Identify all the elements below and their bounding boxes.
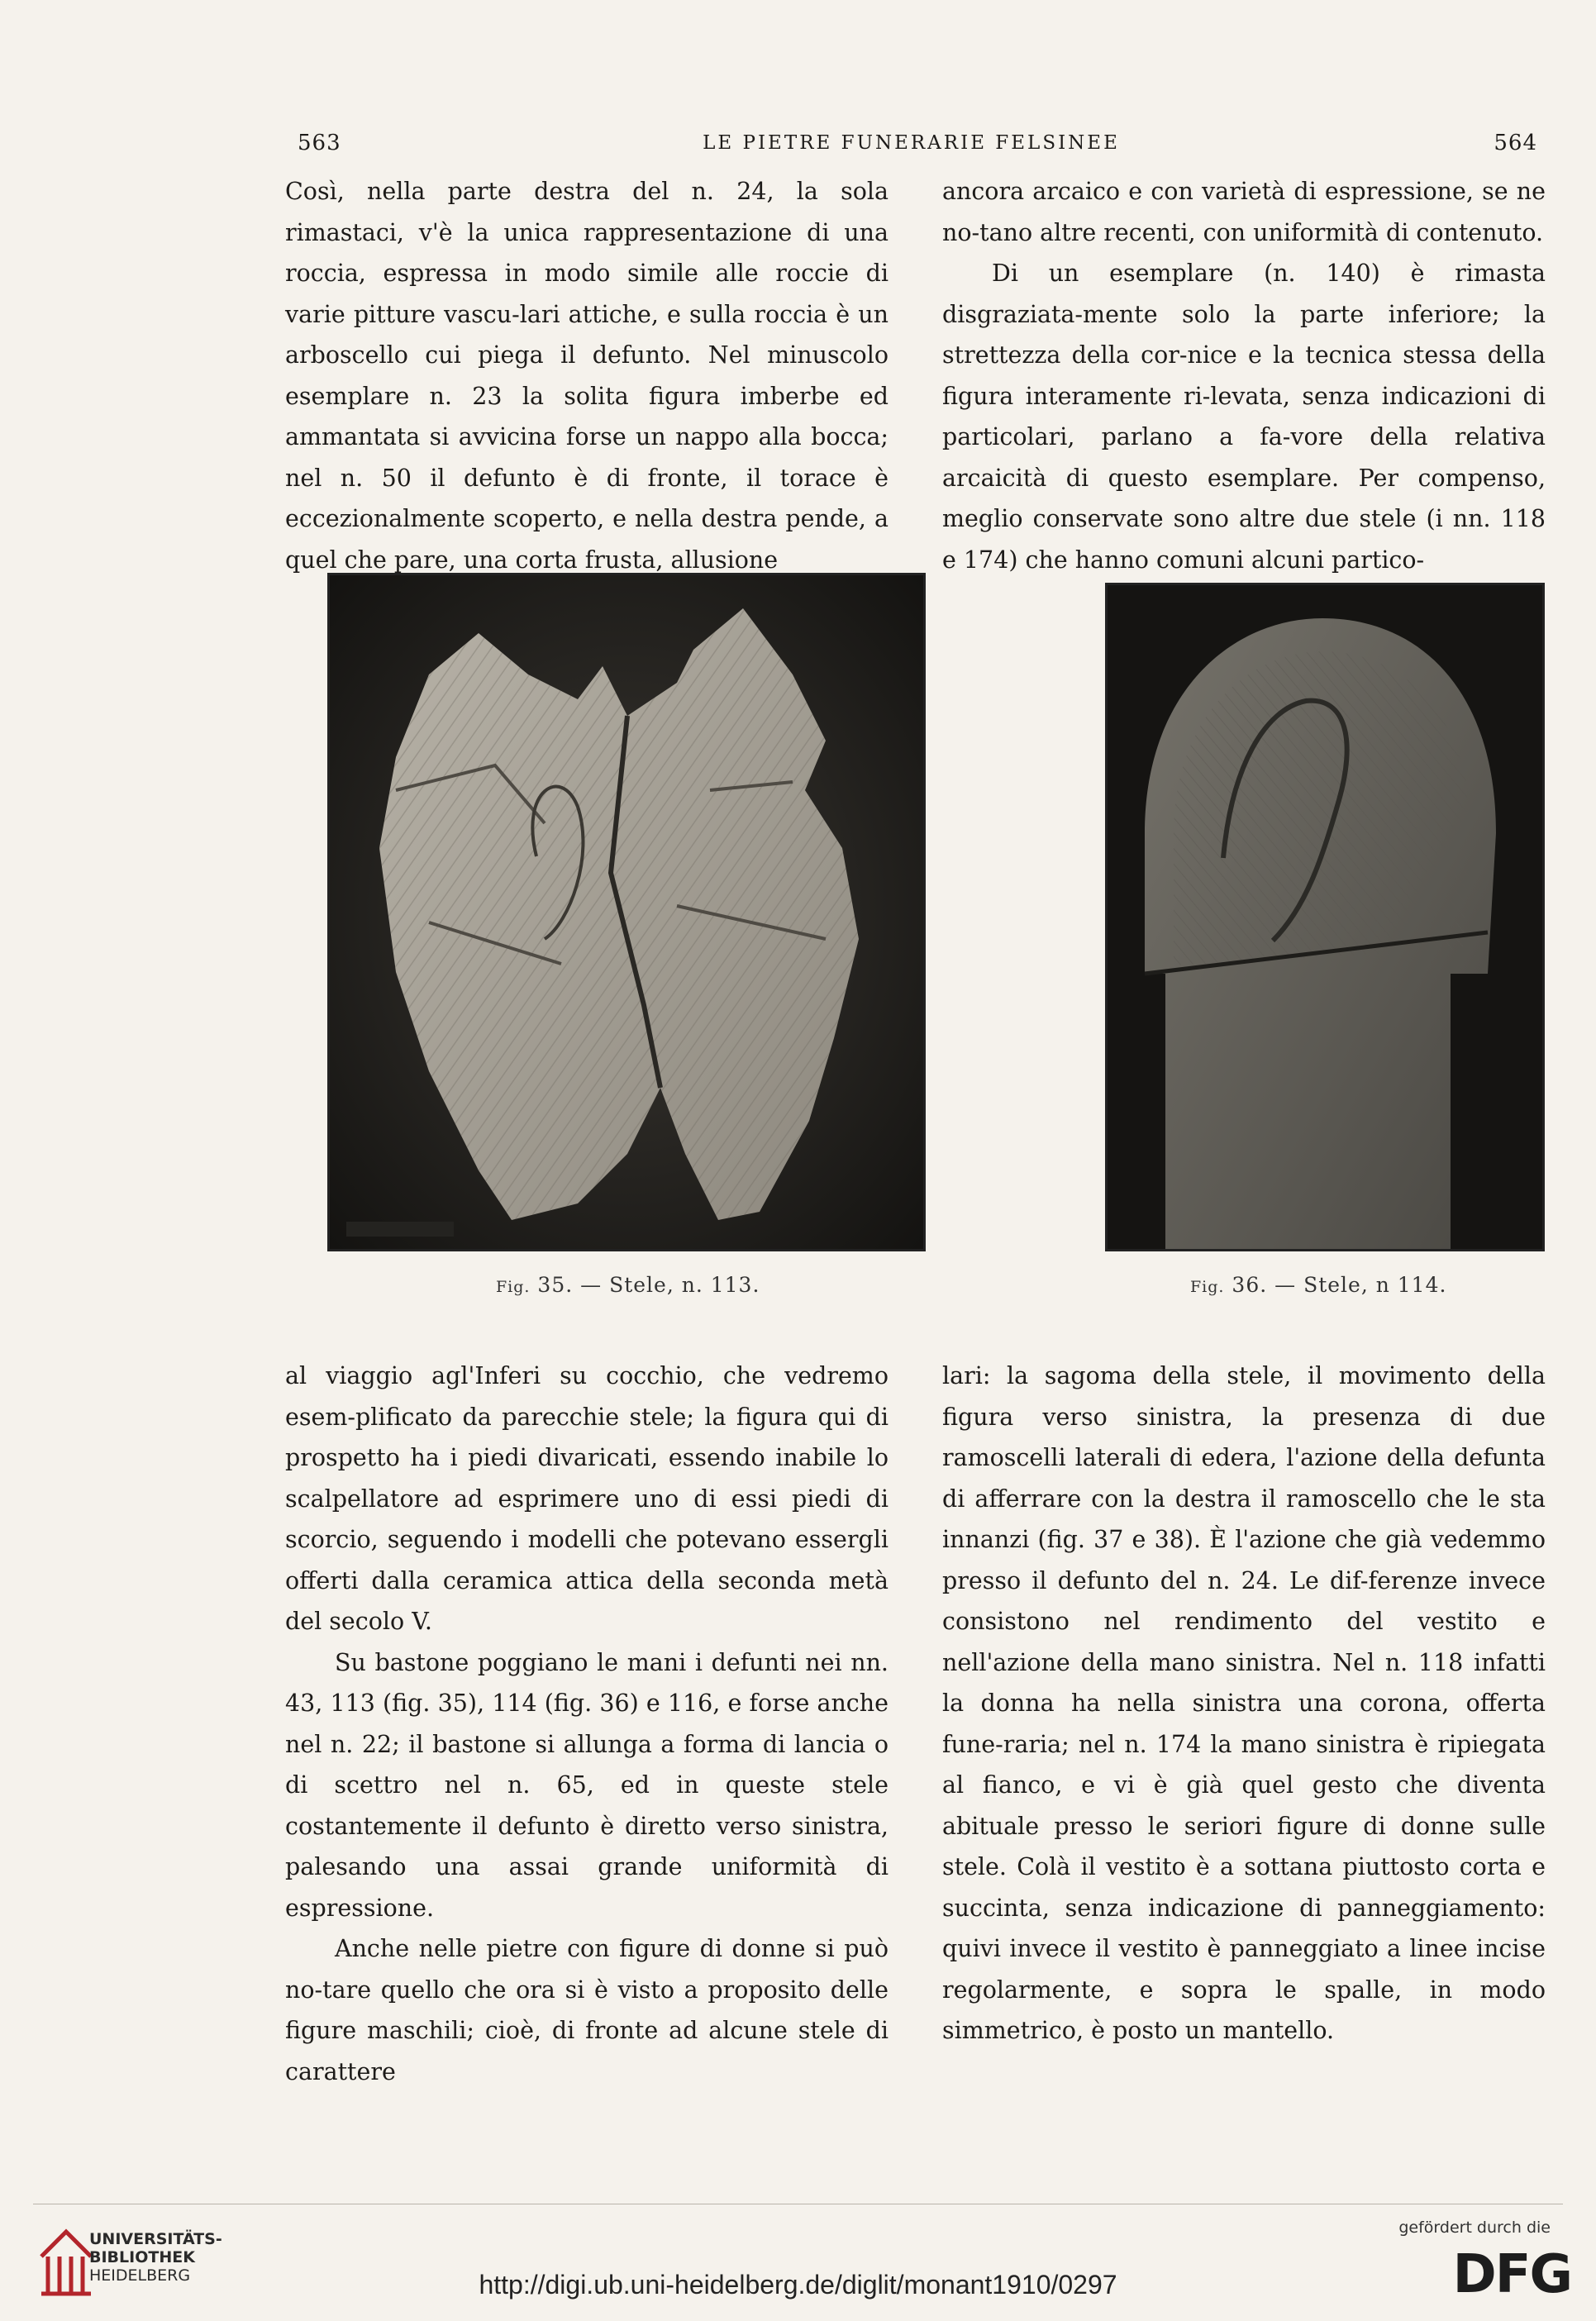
- paragraph: ancora arcaico e con varietà di espressione, se ne no-tano altre recenti, con uniformità di contenuto.: [942, 178, 1546, 246]
- dfg-logo: DFG: [1452, 2244, 1571, 2305]
- running-title: LE PIETRE FUNERARIE FELSINEE: [703, 132, 1120, 154]
- library-name: UNIVERSITÄTS- BIBLIOTHEK HEIDELBERG: [89, 2230, 222, 2285]
- page-number-left: 563: [298, 131, 341, 155]
- column-left-top: [285, 171, 889, 580]
- caption-text: 36. — Stele, n 114.: [1232, 1273, 1447, 1297]
- funding-label: gefördert durch die: [1398, 2219, 1551, 2237]
- paragraph: al viaggio agl'Inferi su cocchio, che vedremo esem-plificato da parecchie stele; la figura qui di prospetto ha i piedi divaricati, essendo inabile lo scalpellatore ad esprimere uno di essi piedi di scorcio, seguendo i modelli che potevano essergli offerti dalla ceramica attica della seconda metà del secolo V.: [285, 1362, 889, 1635]
- column-right-top: [942, 171, 1546, 580]
- figure-36-photo: [1105, 583, 1545, 1251]
- column-left-bottom: [285, 1356, 889, 2092]
- figure-35-photo: [327, 573, 926, 1251]
- page-number-right: 564: [1494, 131, 1537, 155]
- running-header: [285, 131, 1537, 164]
- source-url[interactable]: http://digi.ub.uni-heidelberg.de/diglit/monant1910/0297: [479, 2270, 1117, 2300]
- paragraph: Così, nella parte destra del n. 24, la sola rimastaci, v'è la unica rappresentazione di una roccia, espressa in modo simile alle roccie di varie pitture vascu-lari attiche, e sulla roccia è un arboscello cui piega il defunto. Nel minuscolo esemplare n. 23 la solita figura imberbe ed ammantata si avvicina forse un nappo alla bocca; nel n. 50 il defunto è di fronte, il torace è eccezionalmente scoperto, e nella destra pende, a quel che pare, una corta frusta, allusione: [285, 178, 889, 574]
- figure-35-caption: [496, 1273, 760, 1297]
- figure-36-caption: [1190, 1273, 1446, 1297]
- caption-text: 35. — Stele, n. 113.: [537, 1273, 760, 1297]
- figure-label: Fig.: [1190, 1278, 1225, 1296]
- paragraph: Su bastone poggiano le mani i defunti nei nn. 43, 113 (fig. 35), 114 (fig. 36) e 116, e forse anche nel n. 22; il bastone si allunga a forma di lancia o di scettro nel n. 65, ed in queste stele costantemente il defunto è diretto verso sinistra, palesando una assai grande uniformità di espressione.: [285, 1648, 889, 1922]
- stone-fragment-illustration: [330, 575, 923, 1249]
- paragraph: Di un esemplare (n. 140) è rimasta disgraziata-mente solo la parte inferiore; la strettezza della cor-nice e la tecnica stessa della figura interamente ri-levata, senza indicazioni di particolari, parlano a fa-vore della relativa arcaicità di questo esemplare. Per compenso, meglio conservate sono altre due stele (i nn. 118 e 174) che hanno comuni alcuni partico-: [942, 260, 1546, 574]
- paragraph: Anche nelle pietre con figure di donne si può no-tare quello che ora si è visto a proposito delle figure maschili; cioè, di fronte ad alcune stele di carattere: [285, 1935, 889, 2085]
- column-right-bottom: [942, 1356, 1546, 2052]
- stele-illustration: [1108, 585, 1542, 1249]
- paragraph: lari: la sagoma della stele, il movimento della figura verso sinistra, la presenza di due ramoscelli laterali di edera, l'azione della defunta di afferrare con la destra il ramoscello che le sta innanzi (fig. 37 e 38). È l'azione che già vedemmo presso il defunto del n. 24. Le dif-ferenze invece consistono nel rendimento del vestito e nell'azione della mano sinistra. Nel n. 118 infatti la donna ha nella sinistra una corona, offerta fune-raria; nel n. 174 la mano sinistra è ripiegata al fianco, e vi è già quel gesto che diventa abituale presso le seriori figure di donne sulle stele. Colà il vestito è a sottana piuttosto corta e succinta, senza indicazione di panneggiamento: quivi invece il vestito è panneggiato a linee incise regolarmente, e sopra le spalle, in modo simmetrico, è posto un mantello.: [942, 1362, 1546, 2044]
- figure-label: Fig.: [496, 1278, 531, 1296]
